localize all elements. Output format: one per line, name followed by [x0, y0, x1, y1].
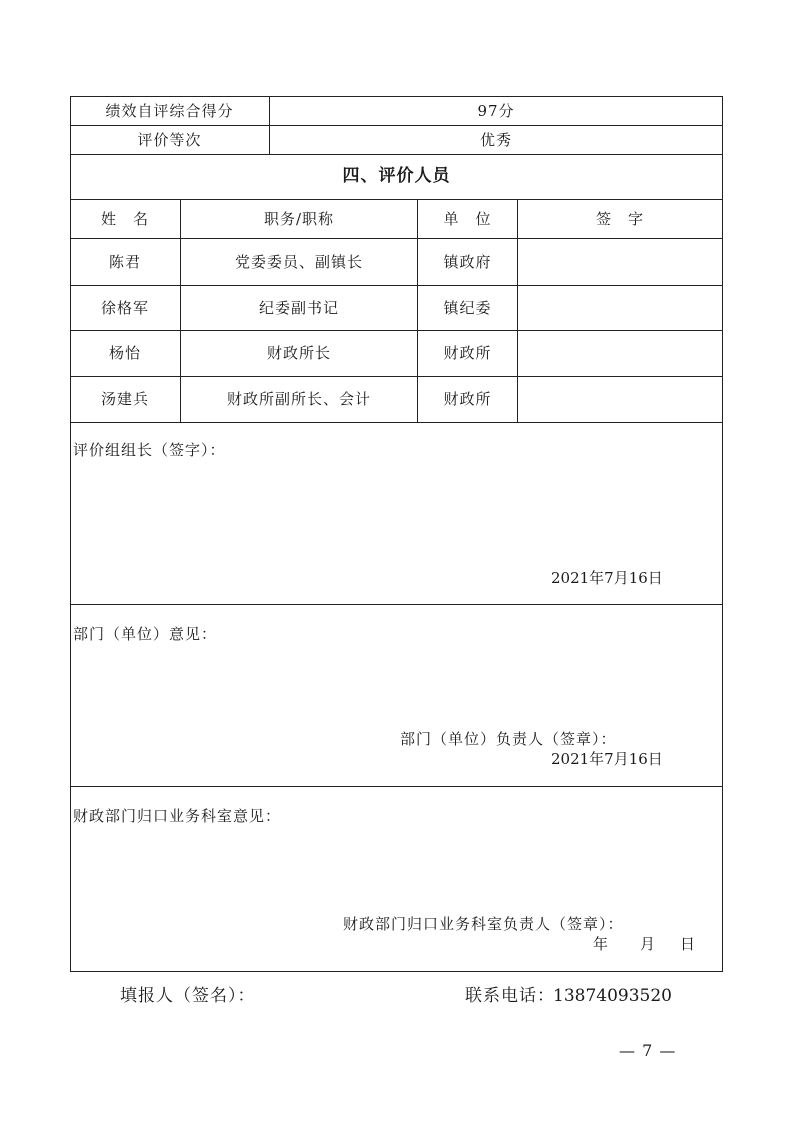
header-title: 职务/职称 [263, 210, 335, 228]
evaluator-name: 杨怡 [108, 344, 141, 362]
phone-label: 联系电话： [465, 986, 555, 1006]
finance-date-year: 年 [593, 935, 610, 953]
evaluator-name: 徐格军 [100, 299, 149, 317]
dept-sign-label: 部门（单位）负责人（签章）： [400, 730, 617, 748]
finance-date-day: 日 [680, 935, 697, 953]
table-col-divider [517, 199, 518, 422]
evaluator-title: 财政所长 [266, 344, 331, 362]
section-title: 四、评价人员 [342, 166, 451, 186]
table-rule [70, 238, 723, 239]
dept-opinion-label: 部门（单位）意见： [73, 625, 218, 643]
table-rule [70, 786, 723, 787]
evaluator-title: 财政所副所长、会计 [226, 390, 371, 408]
page-number: — 7 — [619, 1041, 677, 1060]
evaluator-unit: 镇纪委 [443, 299, 492, 317]
finance-opinion-label: 财政部门归口业务科室意见： [73, 807, 282, 825]
score-value: 97分 [477, 102, 515, 120]
dept-date: 2021年7月16日 [551, 750, 663, 768]
table-rule [70, 376, 723, 377]
evaluator-title: 纪委副书记 [258, 299, 339, 317]
header-unit: 单 位 [443, 210, 492, 228]
filler-label: 填报人（签名）： [120, 986, 256, 1006]
header-sign: 签 字 [595, 210, 644, 228]
evaluator-name: 汤建兵 [100, 390, 149, 408]
phone-number: 13874093520 [553, 986, 672, 1006]
header-name: 姓 名 [100, 210, 149, 228]
evaluator-unit: 财政所 [443, 344, 492, 362]
leader-sign-label: 评价组组长（签字）： [73, 441, 226, 459]
leader-date: 2021年7月16日 [551, 569, 663, 587]
table-rule [70, 604, 723, 605]
table-rule [70, 330, 723, 331]
score-label: 绩效自评综合得分 [105, 102, 234, 120]
table-rule [70, 125, 723, 126]
grade-label: 评价等次 [137, 131, 202, 149]
table-border-bottom [70, 971, 723, 972]
table-border-top [70, 96, 723, 97]
table-border-right [722, 96, 723, 972]
evaluator-name: 陈君 [108, 253, 141, 271]
table-rule [70, 154, 723, 155]
grade-value: 优秀 [479, 131, 512, 149]
table-rule [70, 422, 723, 423]
finance-sign-label: 财政部门归口业务科室负责人（签章）： [343, 915, 624, 933]
evaluator-unit: 镇政府 [443, 253, 492, 271]
evaluator-unit: 财政所 [443, 390, 492, 408]
evaluator-title: 党委委员、副镇长 [234, 253, 363, 271]
finance-date-month: 月 [640, 935, 657, 953]
table-rule [70, 285, 723, 286]
table-rule [70, 199, 723, 200]
